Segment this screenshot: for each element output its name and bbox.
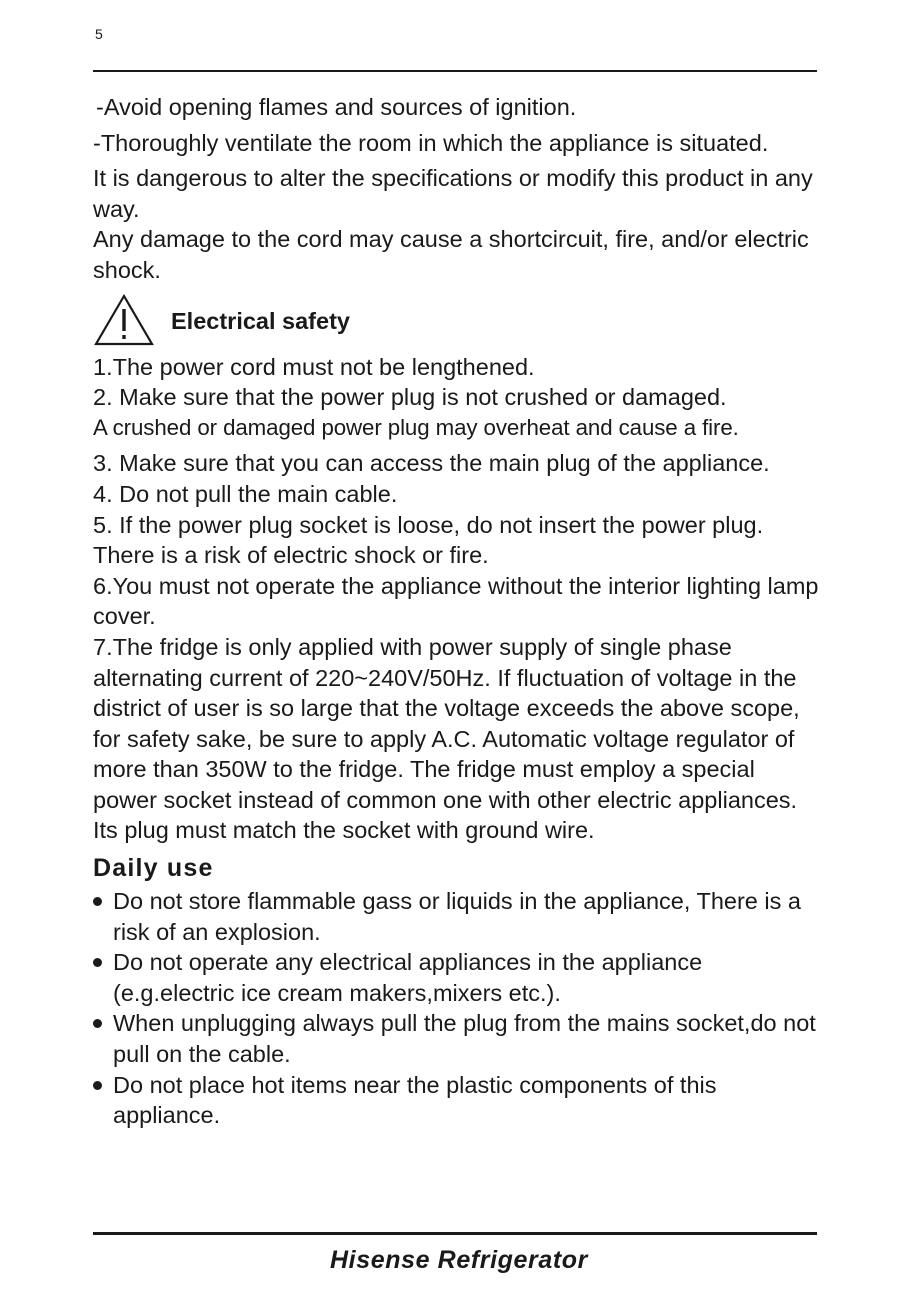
- daily-use-list: [93, 886, 823, 1131]
- list-item-text: Do not operate any electrical appliances in the appliance (e.g.electric ice cream makers,mixers etc.).: [113, 949, 703, 1006]
- warning-triangle-icon: [93, 293, 155, 347]
- footer-rule: [93, 1232, 817, 1235]
- safety-item: 3. Make sure that you can access the main plug of the appliance.: [93, 450, 770, 477]
- intro-line: -Avoid opening flames and sources of ignition.: [96, 94, 577, 120]
- header-rule: [93, 70, 817, 72]
- electrical-safety-title: Electrical safety: [171, 308, 350, 335]
- list-item-text: When unplugging always pull the plug from the mains socket,do not pull on the cable.: [113, 1010, 816, 1068]
- list-item-text: Do not store flammable gass or liquids in the appliance, There is a risk of an explosion.: [113, 888, 801, 945]
- list-item: [93, 886, 823, 947]
- safety-item: A crushed or damaged power plug may overheat and cause a fire.: [93, 414, 739, 440]
- list-item-text: Do not place hot items near the plastic components of this appliance.: [113, 1071, 717, 1129]
- bullet-icon: [93, 958, 102, 967]
- intro-line: -Thoroughly ventilate the room in which the appliance is situated.: [93, 129, 769, 156]
- list-item: [93, 1008, 823, 1069]
- safety-item: 5. If the power plug socket is loose, do not insert the power plug. There is a risk of electric shock or fire.: [93, 511, 764, 569]
- list-item: [93, 947, 823, 1008]
- list-item: [93, 1070, 823, 1131]
- safety-item: 6.You must not operate the appliance without the interior lighting lamp cover.: [93, 572, 819, 630]
- bullet-icon: [93, 897, 102, 906]
- safety-item: 1.The power cord must not be lengthened.: [93, 353, 535, 380]
- footer-brand: Hisense Refrigerator: [330, 1246, 588, 1274]
- intro-line: Any damage to the cord may cause a shortcircuit, fire, and/or electric shock.: [93, 226, 809, 283]
- safety-item: 4. Do not pull the main cable.: [93, 480, 398, 507]
- daily-use-title: Daily use: [93, 854, 214, 883]
- electrical-safety-heading: [93, 288, 823, 352]
- safety-item: 7.The fridge is only applied with power supply of single phase alternating current of 220~240V/50Hz. If fluctuation of voltage in the district of user is so large that the voltage exceeds the above scope, for safety sake, be sure to apply A.C. Automatic voltage regulator of more than 350W to the fridge. The fridge must employ a special power socket instead of common one with other electric appliances. Its plug must match the socket with ground wire.: [93, 633, 800, 844]
- page-number: 5: [95, 26, 103, 42]
- safety-item: 2. Make sure that the power plug is not crushed or damaged.: [93, 384, 727, 411]
- bullet-icon: [93, 1019, 102, 1028]
- bullet-icon: [93, 1081, 102, 1090]
- intro-line: It is dangerous to alter the specifications or modify this product in any way.: [93, 165, 813, 222]
- page-content: [93, 92, 823, 1131]
